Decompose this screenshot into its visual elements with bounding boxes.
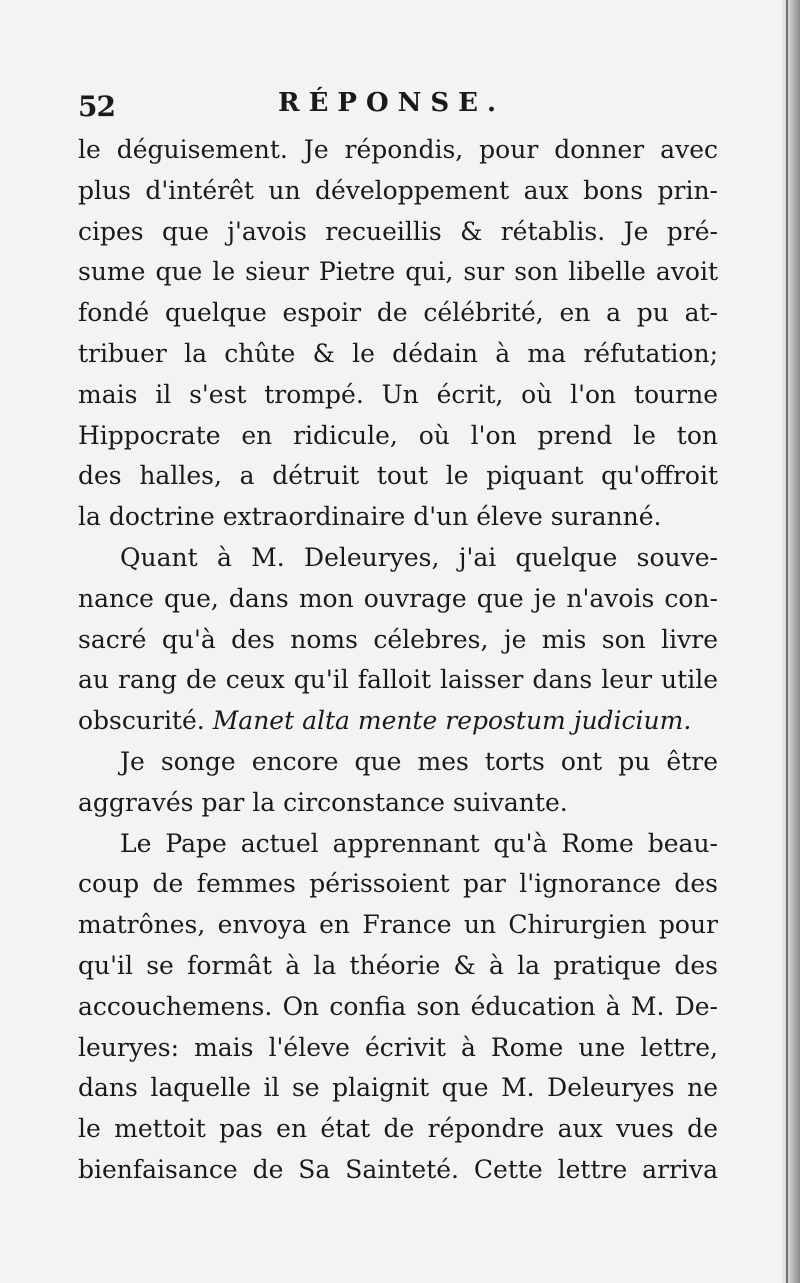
text-line: Je songe encore que mes torts ont pu être [120, 746, 718, 776]
text-line: bienfaisance de Sa Sainteté. Cette lettre arriva [78, 1154, 718, 1184]
text-line: nance que, dans mon ouvrage que je n'avois con- [78, 583, 718, 613]
text-line: coup de femmes périssoient par l'ignorance des [78, 869, 718, 899]
text-line: plus d'intérêt un développement aux bons prin- [78, 175, 718, 205]
text-line: Hippocrate en ridicule, où l'on prend le ton [78, 420, 718, 450]
text-line: aggravés par la circonstance suivante. [78, 787, 568, 817]
text-line: au rang de ceux qu'il falloit laisser dans leur utile [78, 665, 718, 695]
body-text [78, 130, 718, 1191]
text-line: tribuer la chûte & le dédain à ma réfutation; [78, 338, 718, 368]
text-line: Quant à M. Deleuryes, j'ai quelque souve- [120, 542, 718, 572]
text-line: mais il s'est trompé. Un écrit, où l'on tourne [78, 379, 718, 409]
text-line: la doctrine extraordinaire d'un éleve suranné. [78, 502, 662, 532]
text-line: qu'il se formât à la théorie & à la pratique des [78, 950, 718, 980]
text-line: le déguisement. Je répondis, pour donner avec [78, 135, 718, 164]
latin-quotation: Manet alta mente repostum judicium. [212, 706, 692, 736]
text-line: sume que le sieur Pietre qui, sur son libelle avoit [78, 257, 718, 287]
text-line-with-quote [78, 701, 718, 742]
text-line: leuryes: mais l'éleve écrivit à Rome une lettre, [78, 1032, 718, 1062]
text-line: dans laquelle il se plaignit que M. Deleuryes ne [78, 1073, 718, 1103]
text-line: accouchemens. On confia son éducation à M. De- [78, 991, 718, 1021]
text-line: le mettoit pas en état de répondre aux vues de [78, 1114, 718, 1144]
text-line: Le Pape actuel apprennant qu'à Rome beau- [120, 828, 718, 858]
running-head [78, 88, 718, 124]
text-line: sacré qu'à des noms célebres, je mis son livre [78, 624, 718, 654]
text-line: cipes que j'avois recueillis & rétablis. Je pré- [78, 216, 718, 246]
running-head-title: RÉPONSE. [278, 88, 506, 118]
text-line: fondé quelque espoir de célébrité, en a pu at- [78, 298, 718, 328]
page-edge-line [786, 0, 788, 1283]
page-number: 52 [78, 90, 115, 123]
text-line: des halles, a détruit tout le piquant qu'offroit [78, 461, 718, 491]
text-line: matrônes, envoya en France un Chirurgien pour [78, 910, 718, 940]
page-gutter-shadow [782, 0, 800, 1283]
text-fragment: obscurité. [78, 706, 205, 736]
